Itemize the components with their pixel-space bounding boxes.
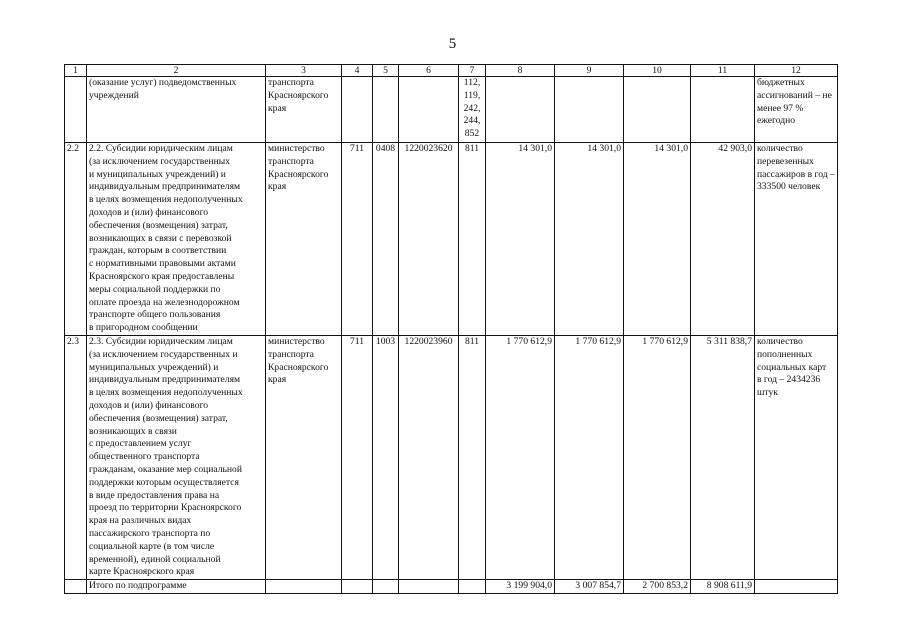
column-number: 5 [373,65,399,77]
total-year2-cell: 3 007 854,7 [555,580,624,594]
administrator-cell: транспорта Красноярского края [266,77,342,143]
empty-cell [373,580,399,594]
column-number: 1 [65,65,87,77]
section-code-cell: 1003 [373,335,399,579]
amount-total-cell: 42 903,0 [691,143,755,336]
table-row [65,335,838,579]
empty-cell [399,580,459,594]
total-year1-cell: 3 199 904,0 [486,580,555,594]
page-number: 5 [448,36,457,52]
amount-year2-cell: 14 301,0 [555,143,624,336]
amount-year2-cell [555,77,624,143]
expected-result-cell: количество перевезенных пассажиров в год – 333500 человек [755,143,838,336]
administrator-cell: министерство транспорта Красноярского края [266,335,342,579]
measure-name-cell: (оказание услуг) подведомственных учреждений [87,77,266,143]
column-number: 12 [755,65,838,77]
row-number-cell: 2.3 [65,335,87,579]
total-row [65,580,838,594]
column-number: 9 [555,65,624,77]
column-number-row [65,65,838,77]
column-number: 8 [486,65,555,77]
amount-year2-cell: 1 770 612,9 [555,335,624,579]
column-number: 7 [459,65,486,77]
expense-type-cell: 112, 119, 242, 244, 852 [459,77,486,143]
expense-type-cell: 811 [459,143,486,336]
amount-year1-cell: 14 301,0 [486,143,555,336]
table-row [65,143,838,336]
total-label: Итого по подпрограмме [87,580,266,594]
empty-cell [266,580,342,594]
total-year3-cell: 2 700 853,2 [624,580,691,594]
column-number: 2 [87,65,266,77]
column-number: 6 [399,65,459,77]
expected-result-cell: количество пополненных социальных карт в год – 2434236 штук [755,335,838,579]
measure-name-cell: 2.3. Субсидии юридическим лицам (за исключением государственных и муниципальных учреждений) и индивидуальным предпринимателям в целях возмещения недополученных доходов и (или) финансового обеспечения (возмещения) затрат, возникающих в связи с предоставлением услуг общественного транспорта гражданам, оказание мер социальной поддержки которым осуществляется в виде предоставления права на проезд по территории Красноярского края на различных видах пассажирского транспорта по социальной карте (в том числе временной), единой социальной карте Красноярского края [87,335,266,579]
amount-year1-cell [486,77,555,143]
amount-year1-cell: 1 770 612,9 [486,335,555,579]
row-number-cell [65,580,87,594]
column-number: 4 [342,65,373,77]
total-sum-cell: 8 908 611,9 [691,580,755,594]
target-article-cell: 1220023620 [399,143,459,336]
column-number: 3 [266,65,342,77]
amount-total-cell [691,77,755,143]
empty-cell [755,580,838,594]
expected-result-cell: бюджетных ассигнований – не менее 97 % ежегодно [755,77,838,143]
table-row [65,77,838,143]
amount-year3-cell [624,77,691,143]
amount-year3-cell: 14 301,0 [624,143,691,336]
empty-cell [342,580,373,594]
column-number: 10 [624,65,691,77]
empty-cell [459,580,486,594]
administrator-cell: министерство транспорта Красноярского края [266,143,342,336]
target-article-cell [399,77,459,143]
section-code-cell [373,77,399,143]
grbs-code-cell: 711 [342,335,373,579]
measure-name-cell: 2.2. Субсидии юридическим лицам (за исключением государственных и муниципальных учреждений) и индивидуальным предпринимателям в целях возмещения недополученных доходов и (или) финансового обеспечения (возмещения) затрат, возникающих в связи с перевозкой граждан, которым в соответствии с нормативными правовыми актами Красноярского края предоставлены меры социальной поддержки по оплате проезда на железнодорожном транспорте общего пользования в пригородном сообщении [87,143,266,336]
grbs-code-cell: 711 [342,143,373,336]
subprogram-table [64,64,838,594]
amount-total-cell: 5 311 838,7 [691,335,755,579]
section-code-cell: 0408 [373,143,399,336]
expense-type-cell: 811 [459,335,486,579]
row-number-cell [65,77,87,143]
column-number: 11 [691,65,755,77]
grbs-code-cell [342,77,373,143]
amount-year3-cell: 1 770 612,9 [624,335,691,579]
target-article-cell: 1220023960 [399,335,459,579]
row-number-cell: 2.2 [65,143,87,336]
